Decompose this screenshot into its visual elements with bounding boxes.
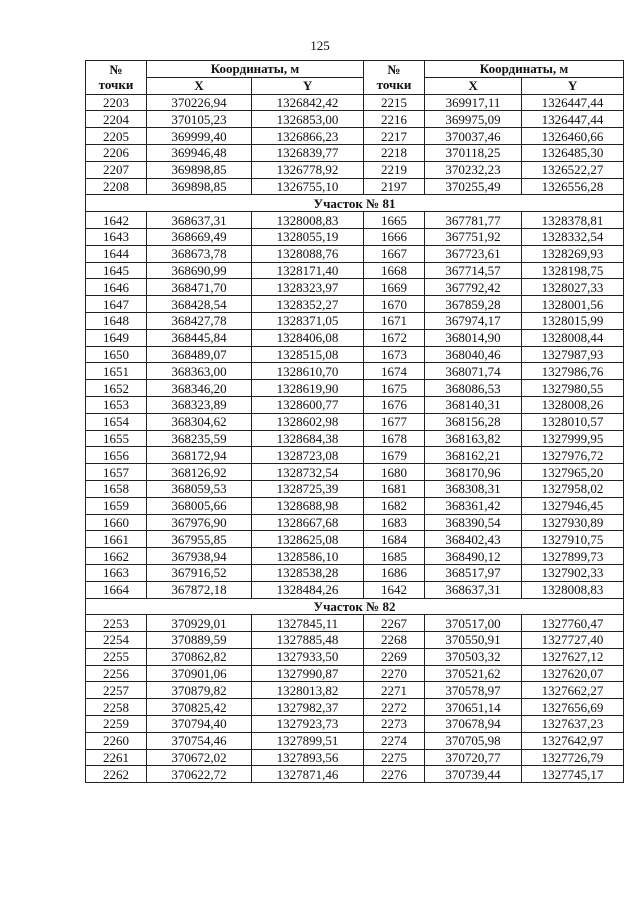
y-coordinate-cell: 1328684,38 xyxy=(252,430,364,447)
x-coordinate-cell: 370720,77 xyxy=(425,749,522,766)
x-coordinate-cell: 367792,42 xyxy=(425,279,522,296)
x-coordinate-cell: 370901,06 xyxy=(147,665,252,682)
table-row xyxy=(86,531,624,548)
point-number-cell: 1666 xyxy=(364,228,425,245)
point-number-cell: 1677 xyxy=(364,413,425,430)
y-coordinate-cell: 1327976,72 xyxy=(522,447,624,464)
y-coordinate-cell: 1328586,10 xyxy=(252,548,364,565)
table-row xyxy=(86,749,624,766)
x-coordinate-cell: 367723,61 xyxy=(425,245,522,262)
x-coordinate-cell: 370255,49 xyxy=(425,178,522,195)
table-row xyxy=(86,497,624,514)
point-number-cell: 1668 xyxy=(364,262,425,279)
x-coordinate-cell: 369898,85 xyxy=(147,178,252,195)
y-coordinate-cell: 1327627,12 xyxy=(522,648,624,665)
x-coordinate-cell: 370879,82 xyxy=(147,682,252,699)
table-row xyxy=(86,699,624,716)
point-number-cell: 2218 xyxy=(364,144,425,161)
x-coordinate-cell: 368427,78 xyxy=(147,312,252,329)
y-coordinate-cell: 1328015,99 xyxy=(522,312,624,329)
point-number-cell: 1675 xyxy=(364,380,425,397)
point-number-cell: 1648 xyxy=(86,312,147,329)
point-number-cell: 1672 xyxy=(364,329,425,346)
y-coordinate-cell: 1327999,95 xyxy=(522,430,624,447)
y-coordinate-cell: 1328538,28 xyxy=(252,564,364,581)
x-coordinate-cell: 370232,23 xyxy=(425,161,522,178)
point-number-cell: 2255 xyxy=(86,648,147,665)
y-coordinate-cell: 1328055,19 xyxy=(252,228,364,245)
point-number-cell: 1649 xyxy=(86,329,147,346)
point-number-cell: 1667 xyxy=(364,245,425,262)
y-coordinate-cell: 1328352,27 xyxy=(252,296,364,313)
x-coordinate-cell: 370578,97 xyxy=(425,682,522,699)
y-coordinate-cell: 1328406,08 xyxy=(252,329,364,346)
x-header-right: X xyxy=(425,77,522,94)
table-row xyxy=(86,111,624,128)
x-coordinate-cell: 370705,98 xyxy=(425,732,522,749)
y-coordinate-cell: 1328198,75 xyxy=(522,262,624,279)
y-coordinate-cell: 1328008,83 xyxy=(252,212,364,229)
y-coordinate-cell: 1327982,37 xyxy=(252,699,364,716)
x-coordinate-cell: 368471,70 xyxy=(147,279,252,296)
coordinates-table xyxy=(85,60,624,783)
y-coordinate-cell: 1328269,93 xyxy=(522,245,624,262)
table-row xyxy=(86,396,624,413)
table-row xyxy=(86,262,624,279)
table-row xyxy=(86,480,624,497)
y-coordinate-cell: 1327656,69 xyxy=(522,699,624,716)
y-coordinate-cell: 1327980,55 xyxy=(522,380,624,397)
y-coordinate-cell: 1326839,77 xyxy=(252,144,364,161)
table-row xyxy=(86,279,624,296)
point-number-cell: 1682 xyxy=(364,497,425,514)
point-number-cell: 1650 xyxy=(86,346,147,363)
point-label: точки xyxy=(376,77,412,93)
y-coordinate-cell: 1328008,83 xyxy=(522,581,624,598)
x-coordinate-cell: 368673,78 xyxy=(147,245,252,262)
y-coordinate-cell: 1327642,97 xyxy=(522,732,624,749)
y-coordinate-cell: 1327986,76 xyxy=(522,363,624,380)
point-number-cell: 2257 xyxy=(86,682,147,699)
table-row xyxy=(86,648,624,665)
point-number-header-left xyxy=(86,61,147,95)
point-number-cell: 1657 xyxy=(86,464,147,481)
table-row xyxy=(86,346,624,363)
point-number-cell: 1681 xyxy=(364,480,425,497)
y-coordinate-cell: 1328667,68 xyxy=(252,514,364,531)
point-number-cell: 2271 xyxy=(364,682,425,699)
y-coordinate-cell: 1328323,97 xyxy=(252,279,364,296)
x-coordinate-cell: 367974,17 xyxy=(425,312,522,329)
section-row xyxy=(86,195,624,212)
point-number-cell: 1669 xyxy=(364,279,425,296)
table-row xyxy=(86,161,624,178)
x-coordinate-cell: 369999,40 xyxy=(147,128,252,145)
x-coordinate-cell: 368308,31 xyxy=(425,480,522,497)
y-coordinate-cell: 1328725,39 xyxy=(252,480,364,497)
point-number-cell: 2268 xyxy=(364,632,425,649)
table-row xyxy=(86,144,624,161)
x-coordinate-cell: 369946,48 xyxy=(147,144,252,161)
point-number-cell: 1678 xyxy=(364,430,425,447)
y-coordinate-cell: 1327946,45 xyxy=(522,497,624,514)
y-coordinate-cell: 1327726,79 xyxy=(522,749,624,766)
y-header-right: Y xyxy=(522,77,624,94)
x-coordinate-cell: 370118,25 xyxy=(425,144,522,161)
table-row xyxy=(86,716,624,733)
point-number-cell: 2204 xyxy=(86,111,147,128)
point-number-cell: 2253 xyxy=(86,615,147,632)
point-number-cell: 2276 xyxy=(364,766,425,783)
x-header-left: X xyxy=(147,77,252,94)
x-coordinate-cell: 369975,09 xyxy=(425,111,522,128)
point-number-cell: 1654 xyxy=(86,413,147,430)
y-coordinate-cell: 1328008,44 xyxy=(522,329,624,346)
x-coordinate-cell: 368040,46 xyxy=(425,346,522,363)
x-coordinate-cell: 368162,21 xyxy=(425,447,522,464)
table-row xyxy=(86,564,624,581)
y-coordinate-cell: 1326755,10 xyxy=(252,178,364,195)
y-coordinate-cell: 1328378,81 xyxy=(522,212,624,229)
x-coordinate-cell: 370739,44 xyxy=(425,766,522,783)
point-number-cell: 1647 xyxy=(86,296,147,313)
y-coordinate-cell: 1326460,66 xyxy=(522,128,624,145)
point-number-cell: 2260 xyxy=(86,732,147,749)
point-number-cell: 1673 xyxy=(364,346,425,363)
table-row xyxy=(86,178,624,195)
x-coordinate-cell: 368445,84 xyxy=(147,329,252,346)
y-coordinate-cell: 1327933,50 xyxy=(252,648,364,665)
point-number-cell: 2258 xyxy=(86,699,147,716)
section-title: Участок № 82 xyxy=(86,598,624,615)
point-number-cell: 1651 xyxy=(86,363,147,380)
x-coordinate-cell: 368489,07 xyxy=(147,346,252,363)
table-row xyxy=(86,413,624,430)
x-coordinate-cell: 370037,46 xyxy=(425,128,522,145)
point-number-cell: 2261 xyxy=(86,749,147,766)
x-coordinate-cell: 370521,62 xyxy=(425,665,522,682)
coords-header-left: Координаты, м xyxy=(147,61,364,78)
x-coordinate-cell: 368637,31 xyxy=(425,581,522,598)
point-number-cell: 1676 xyxy=(364,396,425,413)
y-coordinate-cell: 1327637,23 xyxy=(522,716,624,733)
x-coordinate-cell: 370862,82 xyxy=(147,648,252,665)
y-coordinate-cell: 1326485,30 xyxy=(522,144,624,161)
point-number-cell: 2219 xyxy=(364,161,425,178)
table-row xyxy=(86,464,624,481)
point-number-cell: 2270 xyxy=(364,665,425,682)
x-coordinate-cell: 368346,20 xyxy=(147,380,252,397)
point-number-cell: 2206 xyxy=(86,144,147,161)
number-sign: № xyxy=(387,62,401,78)
y-coordinate-cell: 1328332,54 xyxy=(522,228,624,245)
y-coordinate-cell: 1328010,57 xyxy=(522,413,624,430)
y-coordinate-cell: 1328610,70 xyxy=(252,363,364,380)
y-coordinate-cell: 1326447,44 xyxy=(522,94,624,111)
point-number-cell: 1670 xyxy=(364,296,425,313)
table-row xyxy=(86,430,624,447)
x-coordinate-cell: 370929,01 xyxy=(147,615,252,632)
point-number-cell: 2273 xyxy=(364,716,425,733)
point-number-cell: 1660 xyxy=(86,514,147,531)
x-coordinate-cell: 368363,00 xyxy=(147,363,252,380)
y-coordinate-cell: 1328619,90 xyxy=(252,380,364,397)
y-coordinate-cell: 1328602,98 xyxy=(252,413,364,430)
x-coordinate-cell: 368390,54 xyxy=(425,514,522,531)
coords-header-right: Координаты, м xyxy=(425,61,624,78)
y-coordinate-cell: 1326778,92 xyxy=(252,161,364,178)
table-row xyxy=(86,94,624,111)
point-number-cell: 1653 xyxy=(86,396,147,413)
x-coordinate-cell: 368669,49 xyxy=(147,228,252,245)
table-row xyxy=(86,766,624,783)
table-row xyxy=(86,682,624,699)
y-coordinate-cell: 1327930,89 xyxy=(522,514,624,531)
y-coordinate-cell: 1328088,76 xyxy=(252,245,364,262)
point-number-cell: 2216 xyxy=(364,111,425,128)
point-number-cell: 2272 xyxy=(364,699,425,716)
y-coordinate-cell: 1327871,46 xyxy=(252,766,364,783)
y-coordinate-cell: 1326447,44 xyxy=(522,111,624,128)
point-number-cell: 1686 xyxy=(364,564,425,581)
x-coordinate-cell: 368014,90 xyxy=(425,329,522,346)
point-number-cell: 2274 xyxy=(364,732,425,749)
x-coordinate-cell: 367781,77 xyxy=(425,212,522,229)
y-coordinate-cell: 1327620,07 xyxy=(522,665,624,682)
x-coordinate-cell: 368005,66 xyxy=(147,497,252,514)
point-number-cell: 1652 xyxy=(86,380,147,397)
y-coordinate-cell: 1326842,42 xyxy=(252,94,364,111)
y-coordinate-cell: 1327745,17 xyxy=(522,766,624,783)
point-number-cell: 2205 xyxy=(86,128,147,145)
number-sign: № xyxy=(109,62,123,78)
point-number-cell: 2208 xyxy=(86,178,147,195)
y-coordinate-cell: 1328001,56 xyxy=(522,296,624,313)
point-number-cell: 2217 xyxy=(364,128,425,145)
table-row xyxy=(86,447,624,464)
point-number-cell: 1684 xyxy=(364,531,425,548)
x-coordinate-cell: 368140,31 xyxy=(425,396,522,413)
point-number-cell: 2267 xyxy=(364,615,425,632)
x-coordinate-cell: 370503,32 xyxy=(425,648,522,665)
x-coordinate-cell: 370672,02 xyxy=(147,749,252,766)
point-number-cell: 1671 xyxy=(364,312,425,329)
point-number-cell: 1643 xyxy=(86,228,147,245)
point-number-cell: 1642 xyxy=(364,581,425,598)
x-coordinate-cell: 368126,92 xyxy=(147,464,252,481)
point-number-cell: 2215 xyxy=(364,94,425,111)
point-number-cell: 2256 xyxy=(86,665,147,682)
y-coordinate-cell: 1326866,23 xyxy=(252,128,364,145)
x-coordinate-cell: 370794,40 xyxy=(147,716,252,733)
x-coordinate-cell: 367976,90 xyxy=(147,514,252,531)
y-coordinate-cell: 1327899,51 xyxy=(252,732,364,749)
point-number-header-right xyxy=(364,61,425,95)
y-coordinate-cell: 1327923,73 xyxy=(252,716,364,733)
page-number: 125 xyxy=(310,38,330,53)
y-coordinate-cell: 1327662,27 xyxy=(522,682,624,699)
point-number-cell: 1664 xyxy=(86,581,147,598)
table-row xyxy=(86,228,624,245)
y-coordinate-cell: 1328027,33 xyxy=(522,279,624,296)
x-coordinate-cell: 368156,28 xyxy=(425,413,522,430)
table-row xyxy=(86,581,624,598)
y-coordinate-cell: 1326522,27 xyxy=(522,161,624,178)
y-coordinate-cell: 1328484,26 xyxy=(252,581,364,598)
x-coordinate-cell: 368428,54 xyxy=(147,296,252,313)
y-coordinate-cell: 1326853,00 xyxy=(252,111,364,128)
x-coordinate-cell: 367955,85 xyxy=(147,531,252,548)
y-coordinate-cell: 1328723,08 xyxy=(252,447,364,464)
x-coordinate-cell: 367859,28 xyxy=(425,296,522,313)
point-number-cell: 1683 xyxy=(364,514,425,531)
x-coordinate-cell: 367938,94 xyxy=(147,548,252,565)
y-coordinate-cell: 1327987,93 xyxy=(522,346,624,363)
y-coordinate-cell: 1327958,02 xyxy=(522,480,624,497)
x-coordinate-cell: 368059,53 xyxy=(147,480,252,497)
point-number-cell: 1644 xyxy=(86,245,147,262)
y-coordinate-cell: 1327990,87 xyxy=(252,665,364,682)
table-body xyxy=(86,94,624,783)
x-coordinate-cell: 370517,00 xyxy=(425,615,522,632)
x-coordinate-cell: 368323,89 xyxy=(147,396,252,413)
point-number-cell: 2275 xyxy=(364,749,425,766)
point-number-cell: 2207 xyxy=(86,161,147,178)
table-row xyxy=(86,363,624,380)
point-number-cell: 1655 xyxy=(86,430,147,447)
table-row xyxy=(86,312,624,329)
point-number-cell: 2269 xyxy=(364,648,425,665)
point-number-cell: 1646 xyxy=(86,279,147,296)
x-coordinate-cell: 367872,18 xyxy=(147,581,252,598)
x-coordinate-cell: 368637,31 xyxy=(147,212,252,229)
table-row xyxy=(86,245,624,262)
y-coordinate-cell: 1328732,54 xyxy=(252,464,364,481)
x-coordinate-cell: 370226,94 xyxy=(147,94,252,111)
point-number-cell: 1679 xyxy=(364,447,425,464)
y-coordinate-cell: 1328013,82 xyxy=(252,682,364,699)
y-coordinate-cell: 1328688,98 xyxy=(252,497,364,514)
x-coordinate-cell: 369917,11 xyxy=(425,94,522,111)
x-coordinate-cell: 370550,91 xyxy=(425,632,522,649)
y-coordinate-cell: 1327910,75 xyxy=(522,531,624,548)
section-title: Участок № 81 xyxy=(86,195,624,212)
y-coordinate-cell: 1328171,40 xyxy=(252,262,364,279)
x-coordinate-cell: 367916,52 xyxy=(147,564,252,581)
point-number-cell: 2254 xyxy=(86,632,147,649)
x-coordinate-cell: 368172,94 xyxy=(147,447,252,464)
y-coordinate-cell: 1328371,05 xyxy=(252,312,364,329)
x-coordinate-cell: 368163,82 xyxy=(425,430,522,447)
table-row xyxy=(86,329,624,346)
point-number-cell: 1665 xyxy=(364,212,425,229)
point-number-cell: 1663 xyxy=(86,564,147,581)
x-coordinate-cell: 367751,92 xyxy=(425,228,522,245)
table-row xyxy=(86,380,624,397)
x-coordinate-cell: 370825,42 xyxy=(147,699,252,716)
x-coordinate-cell: 368071,74 xyxy=(425,363,522,380)
y-coordinate-cell: 1327902,33 xyxy=(522,564,624,581)
y-coordinate-cell: 1328625,08 xyxy=(252,531,364,548)
point-number-cell: 1642 xyxy=(86,212,147,229)
x-coordinate-cell: 368304,62 xyxy=(147,413,252,430)
table-row xyxy=(86,732,624,749)
x-coordinate-cell: 370754,46 xyxy=(147,732,252,749)
x-coordinate-cell: 370889,59 xyxy=(147,632,252,649)
x-coordinate-cell: 368490,12 xyxy=(425,548,522,565)
table-row xyxy=(86,296,624,313)
point-number-cell: 1659 xyxy=(86,497,147,514)
x-coordinate-cell: 368402,43 xyxy=(425,531,522,548)
table-row xyxy=(86,128,624,145)
y-coordinate-cell: 1326556,28 xyxy=(522,178,624,195)
table-row xyxy=(86,632,624,649)
point-number-cell: 1674 xyxy=(364,363,425,380)
section-row xyxy=(86,598,624,615)
table-row xyxy=(86,514,624,531)
point-number-cell: 1661 xyxy=(86,531,147,548)
point-label: точки xyxy=(98,77,134,93)
x-coordinate-cell: 368361,42 xyxy=(425,497,522,514)
y-coordinate-cell: 1328008,26 xyxy=(522,396,624,413)
point-number-cell: 1658 xyxy=(86,480,147,497)
x-coordinate-cell: 368235,59 xyxy=(147,430,252,447)
y-coordinate-cell: 1327885,48 xyxy=(252,632,364,649)
point-number-cell: 2262 xyxy=(86,766,147,783)
table-row xyxy=(86,212,624,229)
x-coordinate-cell: 368086,53 xyxy=(425,380,522,397)
point-number-cell: 1645 xyxy=(86,262,147,279)
x-coordinate-cell: 368517,97 xyxy=(425,564,522,581)
x-coordinate-cell: 368690,99 xyxy=(147,262,252,279)
point-number-cell: 1685 xyxy=(364,548,425,565)
y-coordinate-cell: 1328600,77 xyxy=(252,396,364,413)
x-coordinate-cell: 368170,96 xyxy=(425,464,522,481)
y-coordinate-cell: 1327760,47 xyxy=(522,615,624,632)
point-number-cell: 2203 xyxy=(86,94,147,111)
x-coordinate-cell: 370678,94 xyxy=(425,716,522,733)
point-number-cell: 1662 xyxy=(86,548,147,565)
table-header xyxy=(86,61,624,95)
table-row xyxy=(86,548,624,565)
y-header-left: Y xyxy=(252,77,364,94)
x-coordinate-cell: 369898,85 xyxy=(147,161,252,178)
y-coordinate-cell: 1327965,20 xyxy=(522,464,624,481)
y-coordinate-cell: 1328515,08 xyxy=(252,346,364,363)
table-row xyxy=(86,615,624,632)
point-number-cell: 1680 xyxy=(364,464,425,481)
x-coordinate-cell: 370651,14 xyxy=(425,699,522,716)
y-coordinate-cell: 1327893,56 xyxy=(252,749,364,766)
point-number-cell: 2197 xyxy=(364,178,425,195)
point-number-cell: 2259 xyxy=(86,716,147,733)
y-coordinate-cell: 1327845,11 xyxy=(252,615,364,632)
table-row xyxy=(86,665,624,682)
y-coordinate-cell: 1327727,40 xyxy=(522,632,624,649)
x-coordinate-cell: 370105,23 xyxy=(147,111,252,128)
y-coordinate-cell: 1327899,73 xyxy=(522,548,624,565)
x-coordinate-cell: 370622,72 xyxy=(147,766,252,783)
point-number-cell: 1656 xyxy=(86,447,147,464)
x-coordinate-cell: 367714,57 xyxy=(425,262,522,279)
